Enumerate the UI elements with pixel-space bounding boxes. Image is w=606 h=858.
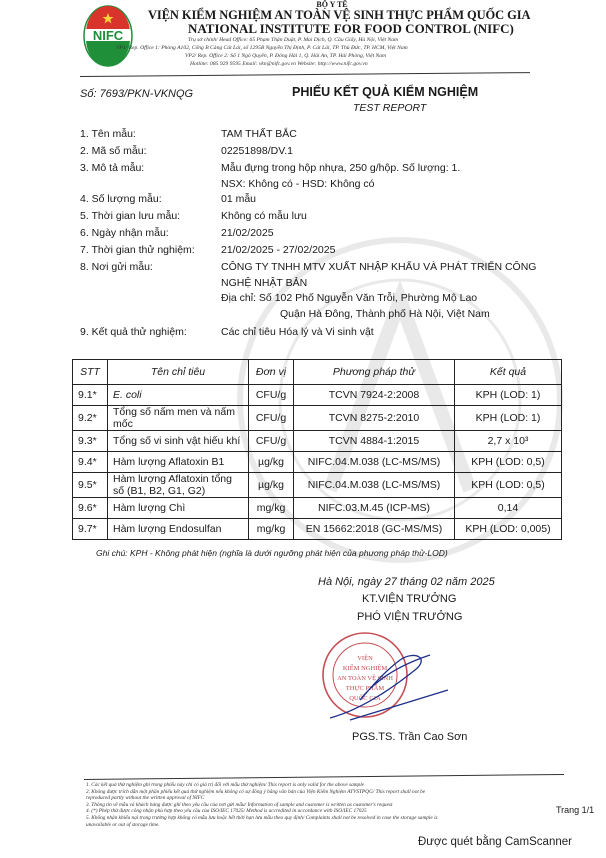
cell-method: TCVN 8275-2:2010 <box>294 406 455 431</box>
footer-divider <box>84 774 564 780</box>
signer-name: PGS.TS. Trần Cao Sơn <box>352 731 468 743</box>
cell-method: NIFC.04.M.038 (LC-MS/MS) <box>294 473 455 498</box>
footer-note: reproduced partly without the written approval of NIFC <box>86 795 205 802</box>
cell-stt: 9.7* <box>73 519 108 540</box>
table-row <box>73 406 562 431</box>
col-name: Tên chỉ tiêu <box>108 360 249 385</box>
info-value: 02251898/DV.1 <box>221 145 294 157</box>
cell-unit: CFU/g <box>249 431 294 452</box>
cell-result: KPH (LOD: 0,005) <box>455 519 562 540</box>
footer-note: 5. Không nhận khiếu nại trong trường hợp không có mẫu lưu hoặc hết thời hạn lưu mẫu theo quy định/ Complaints shall not be resolved in case the storage sample is <box>86 814 438 821</box>
table-row <box>73 452 562 473</box>
cell-stt: 9.5* <box>73 473 108 498</box>
info-value: 01 mẫu <box>221 193 257 205</box>
official-stamp <box>320 620 450 730</box>
cell-method: EN 15662:2018 (GC-MS/MS) <box>294 519 455 540</box>
footer-note: 3. Thông tin về mẫu và khách hàng được ghi theo yêu cầu của nơi gửi mẫu/ Information of sample and customer is written as customer's request <box>86 801 393 808</box>
cell-stt: 9.4* <box>73 452 108 473</box>
info-value: Mẫu đựng trong hộp nhựa, 250 g/hộp. Số lượng: 1. <box>221 162 461 174</box>
stamp-text-line: VIỆN <box>357 655 373 662</box>
rep-office-2: VP2/ Rep. Office 2: Số 1 Ngô Quyền, P. Đông Hải 1, Q. Hải An, TP. Hải Phòng, Việt Nam <box>185 53 387 59</box>
footer-note: 1. Các kết quả thử nghiệm ghi trong phiếu này chỉ có giá trị đối với mẫu thử nghiệm/ This report is only valid for the above sample <box>86 782 365 788</box>
signer-title-2: PHÓ VIỆN TRƯỞNG <box>357 611 463 623</box>
institute-name-en: NATIONAL INSTITUTE FOR FOOD CONTROL (NIFC) <box>188 21 514 36</box>
report-subtitle: TEST REPORT <box>353 102 427 114</box>
logo-text: NIFC <box>92 28 124 43</box>
cell-name: Hàm lượng Aflatoxin B1 <box>108 452 249 473</box>
info-label: 4. Số lượng mẫu: <box>80 193 162 205</box>
table-note: Ghi chú: KPH - Không phát hiện (nghĩa là dưới ngưỡng phát hiện của phương pháp thử-LOD) <box>96 548 448 558</box>
cell-method: TCVN 4884-1:2015 <box>294 431 455 452</box>
report-number: Số: 7693/PKN-VKNQG <box>80 88 194 100</box>
cell-name: E. coli <box>108 385 249 406</box>
cell-result: KPH (LOD: 1) <box>455 385 562 406</box>
stamp-text-line: QUỐC GIA <box>349 695 381 702</box>
info-value: Không có mẫu lưu <box>221 210 307 222</box>
info-label: 8. Nơi gửi mẫu: <box>80 261 153 273</box>
table-row <box>73 519 562 540</box>
stamp-text-line: KIỂM NGHIỆM <box>342 665 388 672</box>
info-value: NSX: Không có - HSD: Không có <box>221 177 375 190</box>
info-label: 2. Mã số mẫu: <box>80 145 147 157</box>
cell-stt: 9.6* <box>73 498 108 519</box>
stamp-text-line: THỰC PHẨM <box>345 685 385 692</box>
info-value: Các chỉ tiêu Hóa lý và Vi sinh vật <box>221 326 374 338</box>
footer-notes <box>86 782 438 828</box>
cell-method: NIFC.03.M.45 (ICP-MS) <box>294 498 455 519</box>
info-value: CÔNG TY TNHH MTV XUẤT NHẬP KHẨU VÀ PHÁT TRIỂN CÔNG <box>221 261 537 273</box>
cell-name: Hàm lượng Aflatoxin tổng số (B1, B2, G1, G2) <box>108 473 249 498</box>
cell-name: Tổng số nấm men và nấm mốc <box>108 406 249 431</box>
col-unit: Đơn vị <box>249 360 294 385</box>
cell-result: KPH (LOD: 0,5) <box>455 452 562 473</box>
page-number: Trang 1/1 <box>556 805 595 815</box>
table-row <box>73 498 562 519</box>
table-header-row <box>73 360 562 385</box>
col-result: Kết quả <box>455 360 562 385</box>
table-row <box>73 473 562 498</box>
cell-result: KPH (LOD: 1) <box>455 406 562 431</box>
signature-date: Hà Nội, ngày 27 tháng 02 năm 2025 <box>318 576 495 588</box>
info-label: 5. Thời gian lưu mẫu: <box>80 210 181 222</box>
ministry-name: BỘ Y TẾ <box>316 0 348 9</box>
scanner-watermark: Được quét bằng CamScanner <box>418 836 572 848</box>
cell-stt: 9.1* <box>73 385 108 406</box>
cell-unit: µg/kg <box>249 452 294 473</box>
report-title: PHIẾU KẾT QUẢ KIỂM NGHIỆM <box>292 85 479 99</box>
footer-note: 2. Không được trích dẫn một phần phiếu kết quả thử nghiệm nếu không có sự đồng ý bằng văn bản của Viện Kiểm Nghiệm ATVSTPQG/ This report shall not be <box>86 788 426 795</box>
info-label: 1. Tên mẫu: <box>80 128 136 140</box>
rep-office-1: VP1/ Rep. Office 1: Phòng A102, Cổng B Cảng Cát Lái, số 1295B Nguyễn Thị Định, P. Cát Lái, TP. Thủ Đức, TP. HCM, Việt Nam <box>116 45 408 51</box>
contact-info: Hotline: 085 929 9595 Email: vkn@nifc.gov.vn Website: http://www.nifc.gov.vn <box>190 61 368 67</box>
info-value: 21/02/2025 <box>221 227 274 239</box>
cell-stt: 9.3* <box>73 431 108 452</box>
table-row <box>73 385 562 406</box>
cell-method: NIFC.04.M.038 (LC-MS/MS) <box>294 452 455 473</box>
col-method: Phương pháp thử <box>294 360 455 385</box>
footer-note: unavailable or out of storage time. <box>86 821 160 828</box>
info-value: Quận Hà Đông, Thành phố Hà Nội, Việt Nam <box>280 307 490 320</box>
cell-unit: mg/kg <box>249 519 294 540</box>
cell-unit: CFU/g <box>249 385 294 406</box>
info-label: 3. Mô tả mẫu: <box>80 162 145 174</box>
signer-title-1: KT.VIỆN TRƯỞNG <box>362 593 457 605</box>
info-value: Địa chỉ: Số 102 Phố Nguyễn Văn Trỗi, Phường Mộ Lao <box>221 292 478 304</box>
table-row <box>73 431 562 452</box>
info-label: 7. Thời gian thử nghiệm: <box>80 244 195 256</box>
footer-note: 4. (*) Phép thử được công nhận phù hợp theo yêu cầu của ISO/IEC 17025/ Method is accredited in accordance with ISO/IEC 17025 <box>86 808 367 815</box>
cell-unit: µg/kg <box>249 473 294 498</box>
info-label: 6. Ngày nhận mẫu: <box>80 227 169 239</box>
stamp-text-line: AN TOÀN VỆ SINH <box>337 675 393 682</box>
info-label: 9. Kết quả thử nghiệm: <box>80 326 187 338</box>
header-divider <box>80 72 530 77</box>
cell-unit: CFU/g <box>249 406 294 431</box>
cell-result: KPH (LOD: 0,5) <box>455 473 562 498</box>
cell-unit: mg/kg <box>249 498 294 519</box>
nifc-logo <box>83 5 133 67</box>
cell-stt: 9.2* <box>73 406 108 431</box>
results-table <box>72 359 562 540</box>
head-office: Trụ sở chính/ Head Office: 65 Phạm Thận Duật, P. Mai Dịch, Q. Cầu Giấy, Hà Nội, Việt Nam <box>188 37 399 43</box>
cell-name: Hàm lượng Endosulfan <box>108 519 249 540</box>
cell-result: 0,14 <box>455 498 562 519</box>
col-stt: STT <box>73 360 108 385</box>
info-value: 21/02/2025 - 27/02/2025 <box>221 244 336 256</box>
info-value: NGHỆ NHẬT BẢN <box>221 276 308 289</box>
info-value: TAM THẤT BẮC <box>221 128 297 140</box>
cell-name: Hàm lượng Chì <box>108 498 249 519</box>
institute-name-vn: VIỆN KIỂM NGHIỆM AN TOÀN VỆ SINH THỰC PHẨM QUỐC GIA <box>148 8 531 22</box>
cell-result: 2,7 x 10³ <box>455 431 562 452</box>
cell-method: TCVN 7924-2:2008 <box>294 385 455 406</box>
cell-name: Tổng số vi sinh vật hiếu khí <box>108 431 249 452</box>
